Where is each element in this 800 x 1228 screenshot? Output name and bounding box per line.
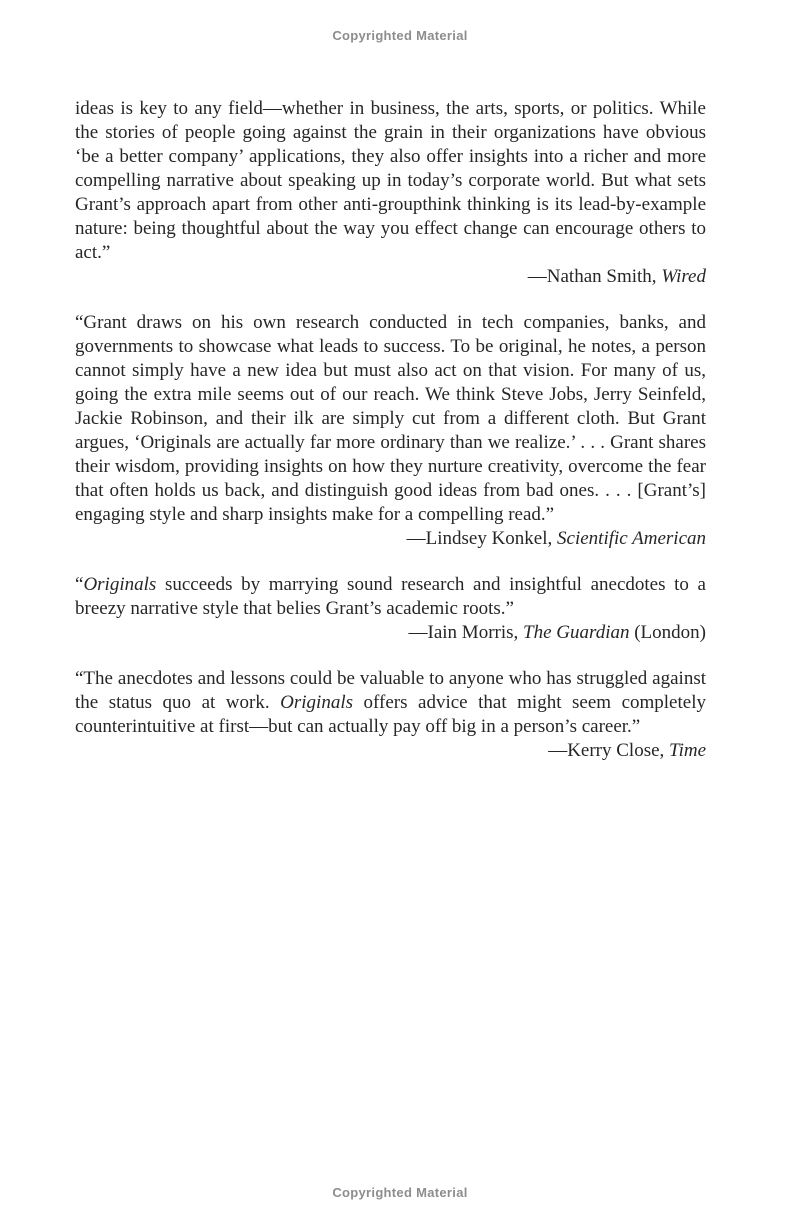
review-attribution (75, 265, 706, 289)
review-attribution (407, 527, 706, 551)
copyright-header: Copyrighted Material (332, 28, 468, 43)
review-item (75, 667, 706, 763)
text-segment: “The anecdotes and lessons could be valuable to anyone who has struggled against the status quo at work. (75, 668, 706, 713)
italic-text-segment: Originals (280, 692, 353, 713)
text-segment: offers advice that might seem completely counterintuitive at first—but can actually pay off big in a person’s career.” (75, 692, 706, 737)
review-quote (75, 311, 706, 551)
text-segment: —Nathan Smith, (527, 266, 662, 287)
text-segment: (London) (629, 622, 706, 643)
review-attribution (75, 621, 706, 645)
text-segment: —Kerry Close, (548, 740, 670, 761)
review-quote (75, 667, 706, 739)
review-quote (75, 97, 706, 265)
text-segment: —Lindsey Konkel, (406, 528, 558, 549)
text-segment: “ (75, 574, 84, 595)
review-attribution (75, 739, 706, 763)
italic-text-segment: Wired (661, 266, 706, 287)
praise-reviews-section (75, 97, 706, 763)
text-segment: succeeds by marrying sound research and insightful anecdotes to a breezy narrative style that belies Grant’s academic roots.” (75, 574, 706, 619)
review-item (75, 97, 706, 289)
review-quote (75, 573, 706, 621)
italic-text-segment: Originals (83, 574, 157, 595)
review-item (75, 311, 706, 551)
italic-text-segment: Time (669, 740, 706, 761)
copyright-footer: Copyrighted Material (332, 1185, 468, 1200)
text-segment: —Iain Morris, (408, 622, 524, 643)
review-item (75, 573, 706, 645)
italic-text-segment: The Guardian (523, 622, 630, 643)
text-segment: “Grant draws on his own research conducted in tech companies, banks, and governments to showcase what leads to success. To be original, he notes, a person cannot simply have a new idea but must also act on that vision. For many of us, going the extra mile seems out of our reach. We think Steve Jobs, Jerry Seinfeld, Jackie Robinson, and their ilk are simply cut from a different cloth. But Grant argues, ‘Originals are actually far more ordinary than we realize.’ . . . Grant shares their wisdom, providing insights on how they nurture creativity, overcome the fear that often holds us back, and distinguish good ideas from bad ones. . . . [Grant’s] engaging style and sharp insights make for a compelling read.” (75, 312, 706, 525)
text-segment: ideas is key to any field—whether in business, the arts, sports, or politics. While the stories of people going against the grain in their organizations have obvious ‘be a better company’ applications, they also offer insights into a richer and more compelling narrative about speaking up in today’s corporate world. But what sets Grant’s approach apart from other anti-groupthink thinking is its lead-by-example nature: being thoughtful about the way you effect change can encourage others to act.” (75, 98, 706, 263)
italic-text-segment: Scientific American (557, 528, 706, 549)
